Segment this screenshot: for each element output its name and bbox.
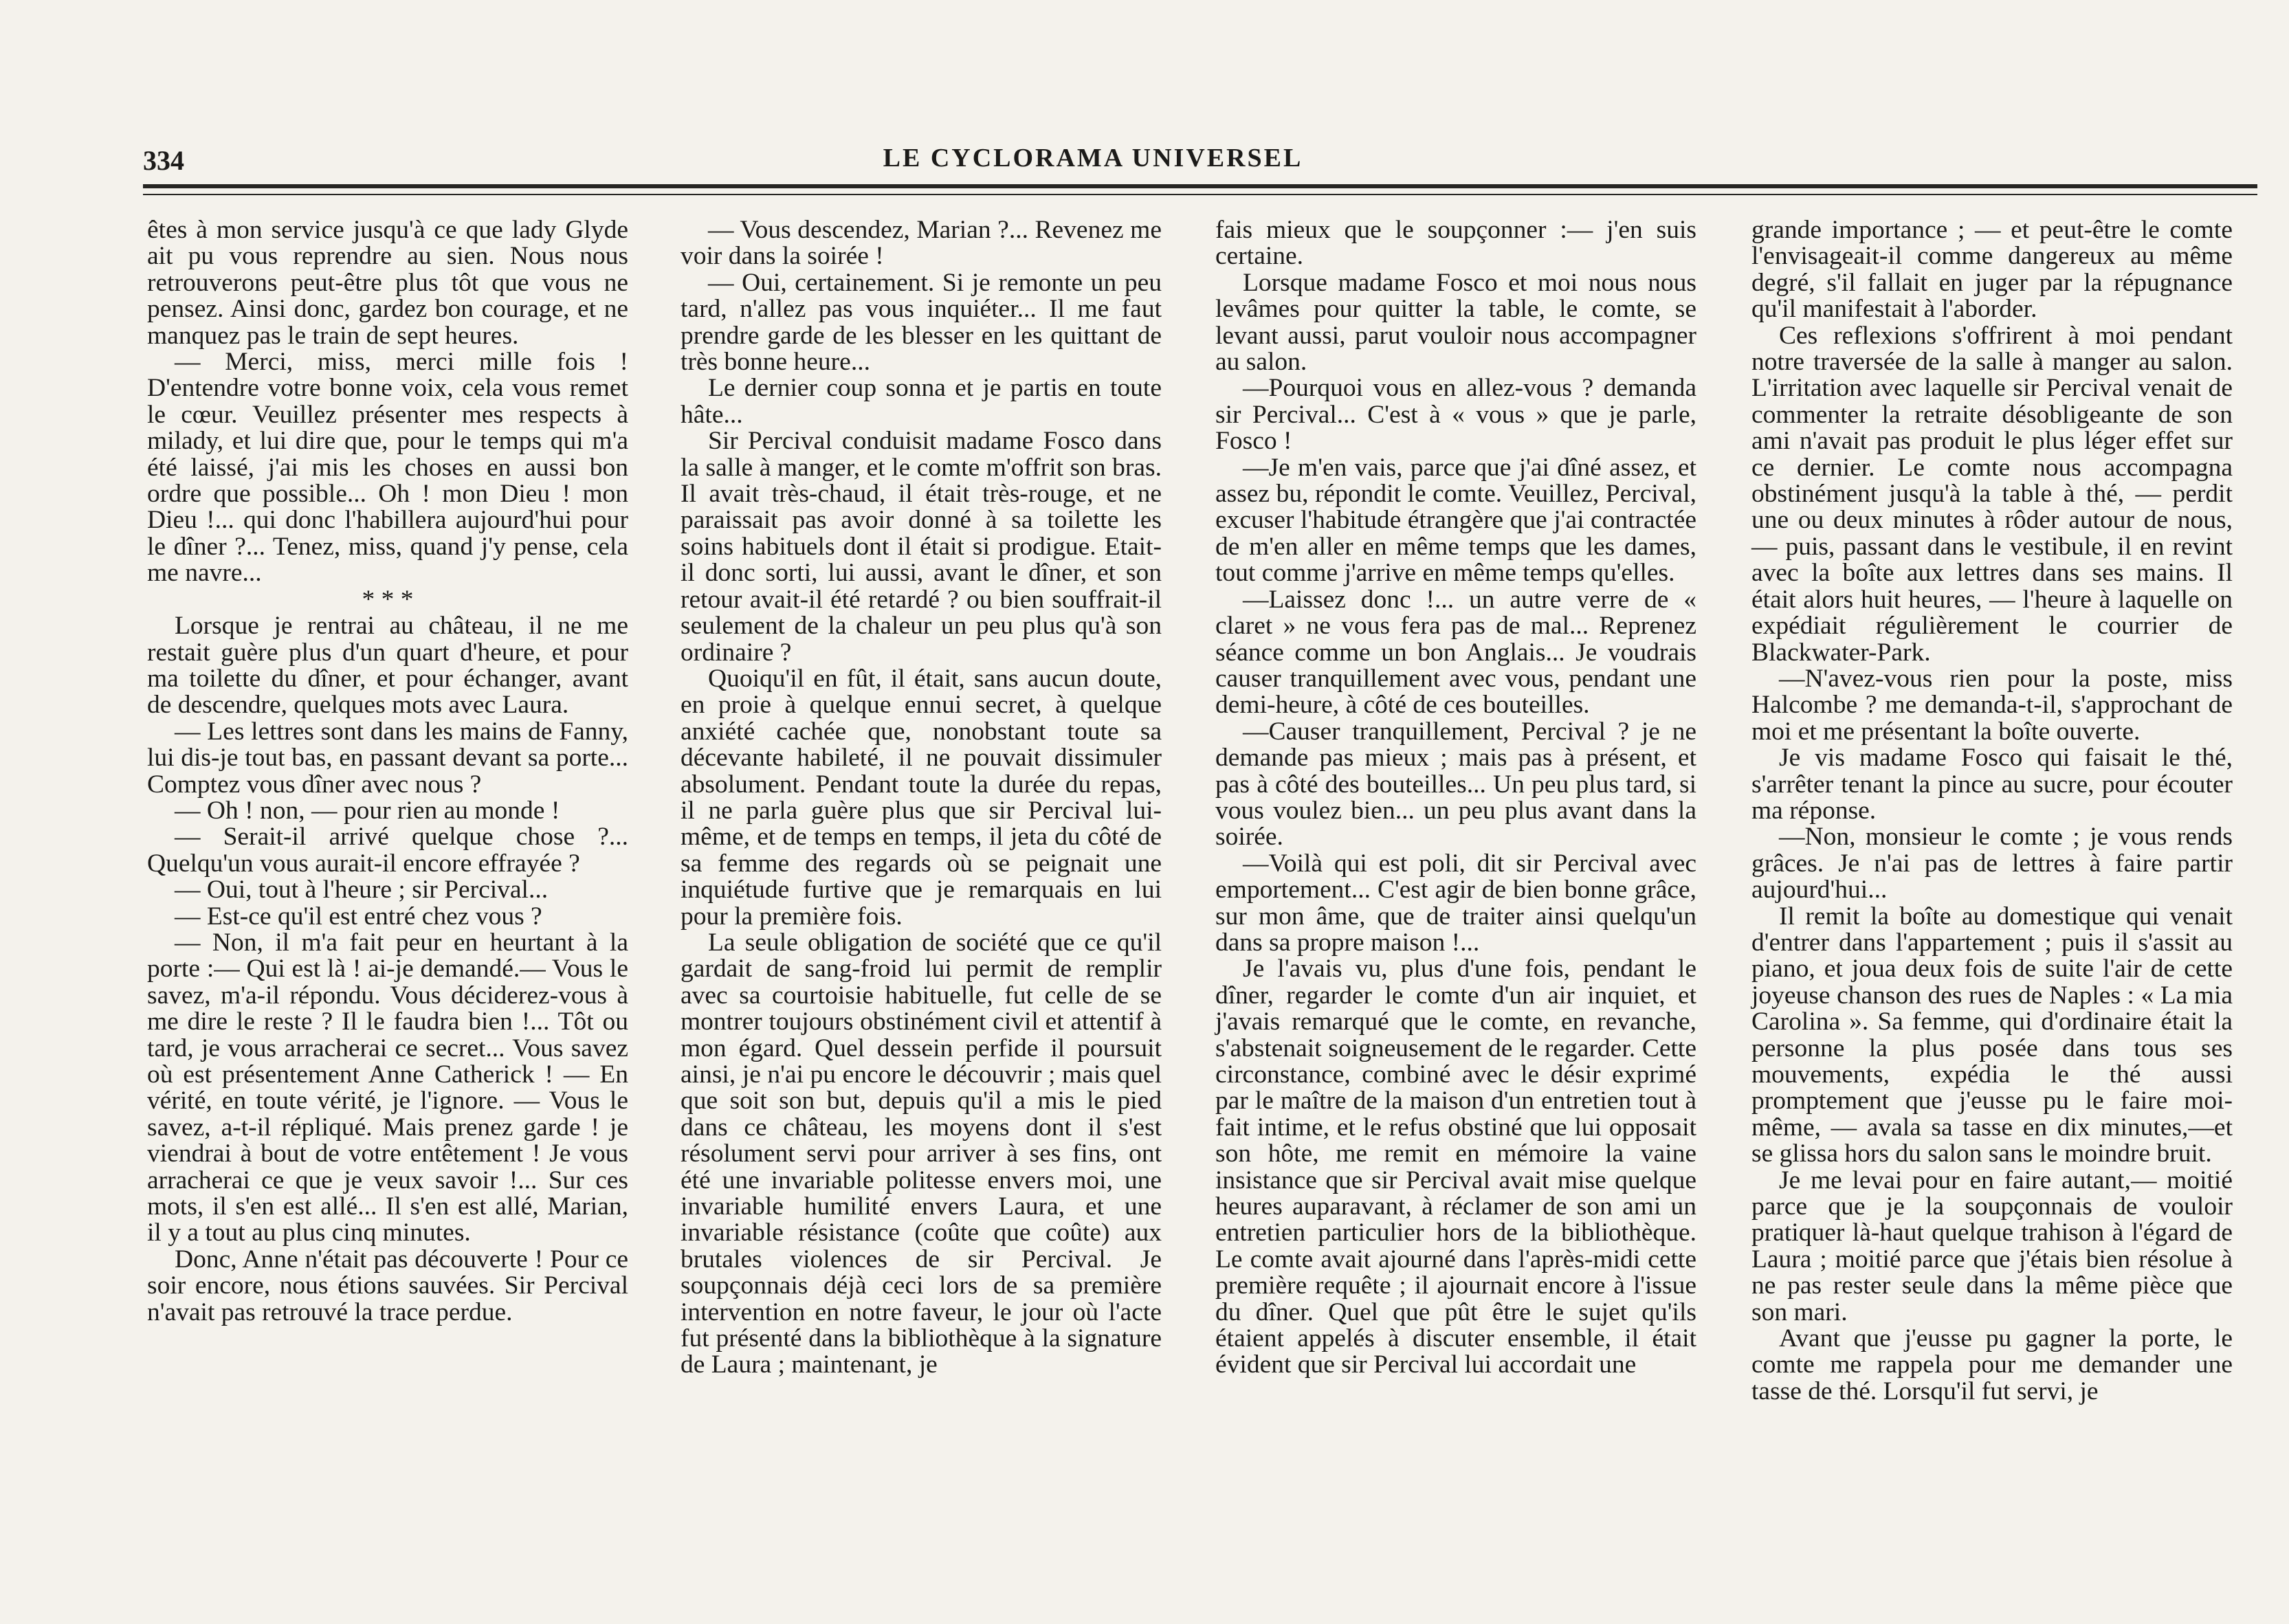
- paragraph: —Causer tranquillement, Percival ? je ne demande pas mieux ; mais pas à présent, et pas à côté des bouteilles... Un peu plus tard, si vous voulez bien... un peu plus avant dans la soirée.: [1215, 717, 1696, 852]
- paragraph: Je l'avais vu, plus d'une fois, pendant le dîner, regarder le comte d'un air inquiet, et j'avais remarqué que le comte, en revanche, s'abstenait soigneusement de le regarder. Cette circonstance, combiné avec le désir exprimé par le maître de la maison d'un entretien tout à fait intime, et le refus obstiné que lui opposait son hôte, me remit en mémoire la vaine insistance que sir Percival avait mise quelque heures auparavant, à réclamer de son ami un entretien particulier hors de la bibliothèque. Le comte avait ajourné dans l'après-midi cette première requête ; il ajournait encore à l'issue du dîner. Quel que pût être le sujet qu'ils étaient appelés à discuter ensemble, il était évident que sir Percival lui accordait une: [1215, 955, 1696, 1379]
- paragraph: La seule obligation de société que ce qu'il gardait de sang-froid lui permit de remplir avec sa courtoisie habituelle, fut celle de se montrer toujours obstinément civil et attentif à mon égard. Quel dessein perfide il poursuit ainsi, je n'ai pu encore le découvrir ; mais quel que soit son but, depuis qu'il a mis le pied dans ce château, les moyens dont il s'est résolument servi pour arriver à ses fins, ont été une invariable politesse envers moi, une invariable humilité envers Laura, et une invariable résistance (coûte que coûte) aux brutales violences de sir Percival. Je soupçonnais déjà ceci lors de sa première intervention en notre faveur, le jour où l'acte fut présenté dans la bibliothèque à la signature de Laura ; maintenant, je: [681, 928, 1162, 1379]
- header-rule-thin: [143, 194, 2257, 195]
- column-2: [681, 217, 1162, 1379]
- paragraph: —Voilà qui est poli, dit sir Percival avec emportement... C'est agir de bien bonne grâce, sur mon âme, que de traiter ainsi quelqu'un dans sa propre maison !...: [1215, 849, 1696, 957]
- column-4: [1751, 217, 2233, 1405]
- paragraph: grande importance ; — et peut-être le comte l'envisageait-il comme dangereux au même degré, s'il fallait en juger par la répugnance qu'il manifestait à l'aborder.: [1751, 216, 2233, 324]
- paragraph: — Vous descendez, Marian ?... Revenez me voir dans la soirée !: [681, 216, 1162, 271]
- paragraph: — Serait-il arrivé quelque chose ?... Quelqu'un vous aurait-il encore effrayée ?: [147, 823, 628, 878]
- paragraph: — Merci, miss, merci mille fois ! D'entendre votre bonne voix, cela vous remet le cœur. Veuillez présenter mes respects à milady, et lui dire que, pour le temps qui m'a été laissé, j'ai mis les choses en aussi bon ordre que possible... Oh ! mon Dieu ! mon Dieu !... qui donc l'habillera aujourd'hui pour le dîner ?... Tenez, miss, quand j'y pense, cela me navre...: [147, 348, 628, 588]
- paragraph: Le dernier coup sonna et je partis en toute hâte...: [681, 374, 1162, 429]
- running-title: LE CYCLORAMA UNIVERSEL: [883, 144, 1303, 173]
- paragraph: —Laissez donc !... un autre verre de « claret » ne vous fera pas de mal... Reprenez séance comme un bon Anglais... Je voudrais causer tranquillement avec vous, pendant une demi-heure, à côté de ces bouteilles.: [1215, 585, 1696, 720]
- paragraph: fais mieux que le soupçonner :— j'en suis certaine.: [1215, 216, 1696, 271]
- paragraph: Il remit la boîte au domestique qui venait d'entrer dans l'appartement ; puis il s'assit au piano, et joua deux fois de suite l'air de cette joyeuse chanson des rues de Naples : « La mia Carolina ». Sa femme, qui d'ordinaire était la personne la plus posée dans tous ses mouvements, expédia le thé aussi promptement que j'eusse pu le faire moi-même, — avala sa tasse en dix minutes,—et se glissa hors du salon sans le moindre bruit.: [1751, 902, 2233, 1168]
- paragraph: — Oui, certainement. Si je remonte un peu tard, n'allez pas vous inquiéter... Il me faut prendre garde de les blesser en les quittant de très bonne heure...: [681, 268, 1162, 377]
- paragraph: — Les lettres sont dans les mains de Fanny, lui dis-je tout bas, en passant devant sa porte... Comptez vous dîner avec nous ?: [147, 717, 628, 799]
- paragraph: Je me levai pour en faire autant,— moitié parce que je la soupçonnais de vouloir pratiquer là-haut quelque trahison à l'égard de Laura ; moitié parce que j'étais bien résolue à ne pas rester seule dans la même pièce que son mari.: [1751, 1166, 2233, 1326]
- column-1: [147, 217, 628, 1326]
- paragraph: — Oh ! non, — pour rien au monde !: [175, 796, 560, 825]
- paragraph: —Non, monsieur le comte ; je vous rends grâces. Je n'ai pas de lettres à faire partir aujourd'hui...: [1751, 823, 2233, 904]
- paragraph: —Pourquoi vous en allez-vous ? demanda sir Percival... C'est à « vous » que je parle, Fosco !: [1215, 374, 1696, 456]
- paragraph: Avant que j'eusse pu gagner la porte, le comte me rappela pour me demander une tasse de thé. Lorsqu'il fut servi, je: [1751, 1324, 2233, 1405]
- paragraph: êtes à mon service jusqu'à ce que lady Glyde ait pu vous reprendre au sien. Nous nous retrouverons peut-être plus tôt que vous ne pensez. Ainsi donc, gardez bon courage, et ne manquez pas le train de sept heures.: [147, 216, 628, 350]
- paragraph: * * *: [362, 585, 414, 614]
- paragraph: Quoiqu'il en fût, il était, sans aucun doute, en proie à quelque ennui secret, à quelque anxiété cachée que, nonobstant toute sa décevante habileté, il ne pouvait dissimuler absolument. Pendant toute la durée du repas, il ne parla guère plus que sir Percival lui-même, et de temps en temps, il jeta du côté de sa femme des regards où se peignait une inquiétude furtive que je remarquais en lui pour la première fois.: [681, 664, 1162, 931]
- page-number: 334: [143, 145, 184, 176]
- paragraph: —N'avez-vous rien pour la poste, miss Halcombe ? me demanda-t-il, s'approchant de moi et me présentant la boîte ouverte.: [1751, 664, 2233, 746]
- header-rule-thick: [143, 184, 2257, 188]
- paragraph: — Est-ce qu'il est entré chez vous ?: [175, 902, 542, 931]
- paragraph: Lorsque madame Fosco et moi nous nous levâmes pour quitter la table, le comte, se levant aussi, parut vouloir nous accompagner au salon.: [1215, 268, 1696, 377]
- paragraph: Lorsque je rentrai au château, il ne me restait guère plus d'un quart d'heure, et pour ma toilette du dîner, et pour échanger, avant de descendre, quelques mots avec Laura.: [147, 612, 628, 720]
- column-3: [1215, 217, 1696, 1379]
- paragraph: Sir Percival conduisit madame Fosco dans la salle à manger, et le comte m'offrit son bras. Il avait très-chaud, il était très-rouge, et ne paraissait pas avoir donné à sa toilette les soins habituels dont il était si prodigue. Etait-il donc sorti, lui aussi, avant le dîner, et son retour avait-il été retardé ? ou bien souffrait-il seulement de la chaleur un peu plus qu'à son ordinaire ?: [681, 427, 1162, 667]
- paragraph: Ces reflexions s'offrirent à moi pendant notre traversée de la salle à manger au salon. L'irritation avec laquelle sir Percival venait de commenter la retraite désobligeante de son ami n'avait pas produit le plus léger effet sur ce dernier. Le comte nous accompagna obstinément jusqu'à la table à thé, — perdit une ou deux minutes à rôder autour de nous, — puis, passant dans le vestibule, il en revint avec la boîte aux lettres dans ses mains. Il était alors huit heures, — l'heure à laquelle on expédiait régulièrement le courrier de Blackwater-Park.: [1751, 321, 2233, 667]
- paragraph: — Oui, tout à l'heure ; sir Percival...: [175, 876, 549, 904]
- paragraph: Donc, Anne n'était pas découverte ! Pour ce soir encore, nous étions sauvées. Sir Percival n'avait pas retrouvé la trace perdue.: [147, 1245, 628, 1326]
- paragraph: — Non, il m'a fait peur en heurtant à la porte :— Qui est là ! ai-je demandé.— Vous le savez, m'a-il répondu. Vous déciderez-vous à me dire le reste ? Il le faudra bien !... Tôt ou tard, je vous arracherai ce secret... Vous savez où est présentement Anne Catherick ! — En vérité, en toute vérité, je l'ignore. — Vous le savez, a-t-il répliqué. Mais prenez garde ! je viendrai à bout de votre entêtement ! Je vous arracherai ce que je veux savoir !... Sur ces mots, il s'en est allé... Il s'en est allé, Marian, il y a tout au plus cinq minutes.: [147, 928, 628, 1247]
- paragraph: Je vis madame Fosco qui faisait le thé, s'arrêter tenant la pince au sucre, pour écouter ma réponse.: [1751, 744, 2233, 825]
- paragraph: —Je m'en vais, parce que j'ai dîné assez, et assez bu, répondit le comte. Veuillez, Percival, excuser l'habitude étrangère que j'ai contractée de m'en aller en même temps que les dames, tout comme j'arrive en même temps qu'elles.: [1215, 453, 1696, 588]
